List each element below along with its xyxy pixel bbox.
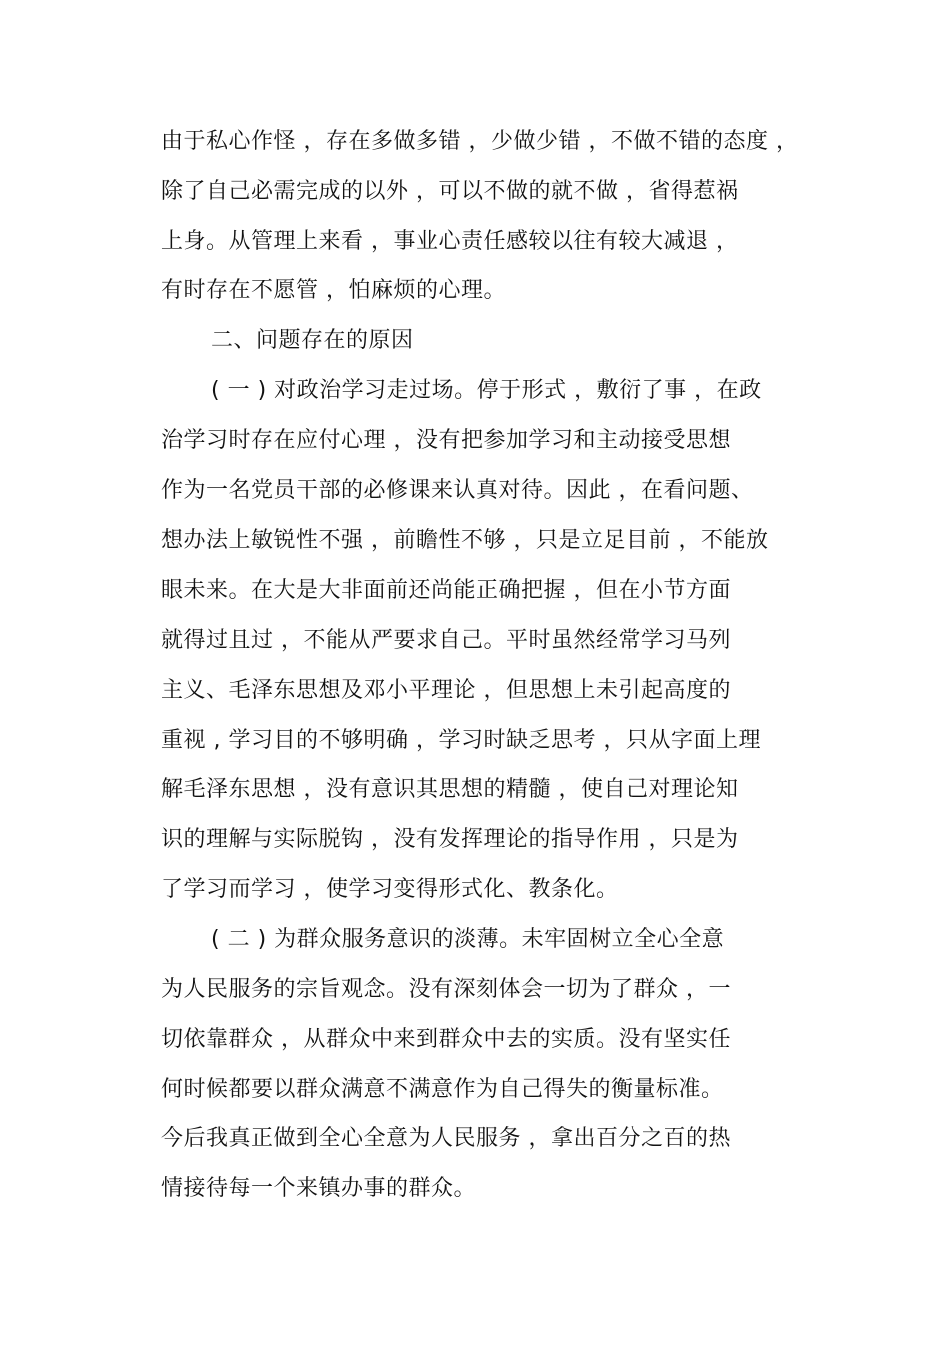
text-line: 眼未来。在大是大非面前还尚能正确把握 ，但在小节方面 [161,578,731,603]
text-line: 何时候都要以群众满意不满意作为自己得失的衡量标准。 [161,1077,724,1102]
text-line: 解毛泽东思想 ，没有意识其思想的精髓 ，使自己对理论知 [161,777,739,802]
text-line: 想办法上敏锐性不强 ，前瞻性不够 ，只是立足目前 ，不能放 [161,528,769,553]
text-line: 作为一名党员干部的必修课来认真对待。因此 ，在看问题、 [161,478,754,503]
text-line: 有时存在不愿管 ，怕麻烦的心理。 [161,278,506,303]
text-line: 就得过且过 ，不能从严要求自己。平时虽然经常学习马列 [161,628,731,653]
text-line: 除了自己必需完成的以外 ，可以不做的就不做 ，省得惹祸 [161,179,739,204]
text-line: 上身。从管理上来看 ，事业心责任感较以往有较大减退 ， [161,229,739,254]
subsection-heading: ( 一 ) 对政治学习走过场。停于形式 ，敷衍了事 ，在政 [211,378,762,403]
text-line: 切依靠群众 ，从群众中来到群众中去的实质。没有坚实任 [161,1027,731,1052]
text-line: 情接待每一个来镇办事的群众。 [161,1176,477,1201]
text-line: 了学习而学习 ，使学习变得形式化、教条化。 [161,877,619,902]
subsection-heading: ( 二 ) 为群众服务意识的淡薄。未牢固树立全心全意 [211,927,725,952]
text-line: 识的理解与实际脱钩 ，没有发挥理论的指导作用 ，只是为 [161,827,739,852]
text-line: 今后我真正做到全心全意为人民服务 ，拿出百分之百的热 [161,1126,731,1151]
text-line: 主义、毛泽东思想及邓小平理论 ，但思想上未引起高度的 [161,678,731,703]
text-line: 由于私心作怪 ，存在多做多错 ，少做少错 ，不做不错的态度 ， [161,129,799,154]
text-line: 重视 , 学习目的不够明确 ，学习时缺乏思考 ，只从字面上理 [161,728,761,753]
text-line: 为人民服务的宗旨观念。没有深刻体会一切为了群众 ，一 [161,977,731,1002]
text-line: 治学习时存在应付心理 ，没有把参加学习和主动接受思想 [161,428,731,453]
section-heading: 二、问题存在的原因 [211,328,414,353]
